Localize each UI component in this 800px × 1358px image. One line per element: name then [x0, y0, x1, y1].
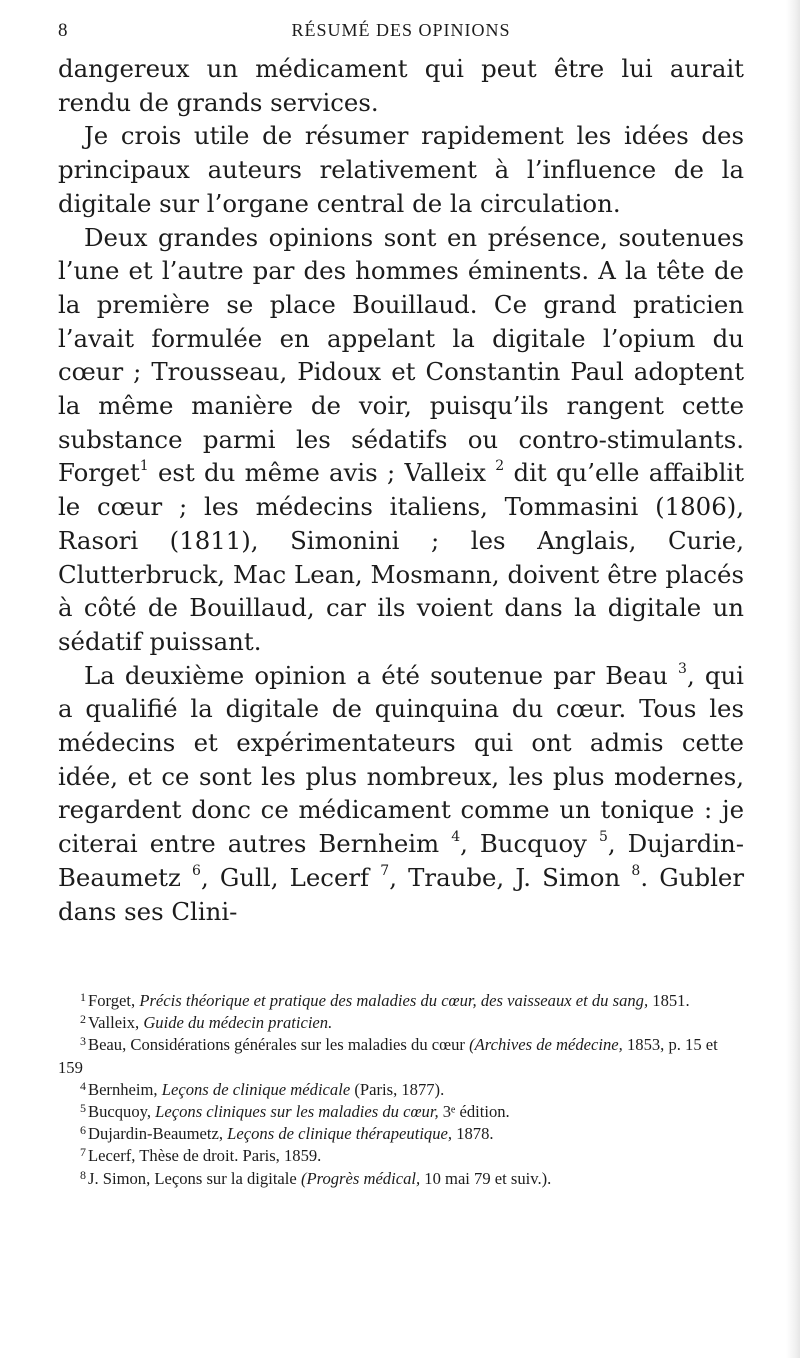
footnote [58, 1168, 744, 1190]
body-text [58, 52, 744, 928]
footnote [58, 1101, 744, 1123]
paragraph-text: Deux grandes opinions sont en présence, soutenues l’une et l’autre par des hommes éminents. A la tête de la première se place Bouillaud. Ce grand praticien l’avait formulée en appelant la digitale l’opium du cœur ; Trousseau, Pidoux et Constantin Paul adoptent la même manière de voir, puisqu’ils rangent cette substance parmi les sédatifs ou contro-stimulants. Forget [58, 222, 744, 488]
footnote-work-title: (Progrès médical, [300, 1168, 421, 1188]
footnote-text: J. Simon, Leçons sur la digitale [88, 1168, 301, 1188]
page-header [56, 20, 746, 46]
footnote-text: 1851. [648, 991, 690, 1010]
footnote-work-title: Guide du médecin praticien. [143, 1013, 333, 1033]
paragraph-text: , qui a qualifié la digitale de quinquina du cœur. Tous les médecins et expérimentateurs qui ont admis cette idée, et ce sont les plus nombreux, les plus modernes, regardent donc ce médicament comme un tonique : je citerai entre autres Bernheim [58, 660, 744, 859]
footnote [58, 1079, 744, 1101]
footnote-number: 6 [80, 1123, 86, 1138]
footnote-work-title: Leçons de clinique médicale [161, 1079, 351, 1099]
paragraph-text: , Gull, Lecerf [200, 862, 381, 892]
footnote-number: 3 [80, 1034, 86, 1049]
footnote-ref: 8 [631, 862, 641, 879]
footnote-text: Dujardin-Beaumetz, [88, 1124, 228, 1144]
footnote-ref: 3 [678, 660, 687, 677]
paragraph [58, 52, 744, 119]
footnote-ref: 6 [192, 862, 201, 879]
footnote-number: 8 [80, 1167, 86, 1182]
footnote-ref: 4 [451, 829, 461, 846]
paragraph [58, 221, 744, 659]
paragraph-text: , Traube, J. Simon [389, 862, 632, 892]
footnote-number: 1 [80, 990, 86, 1004]
footnote-text: Lecerf, Thèse de droit. Paris, 1859. [88, 1146, 322, 1166]
footnote-work-title: Leçons cliniques sur les maladies du cœur, [155, 1102, 439, 1122]
paragraph-text: dangereux un médicament qui peut être lui aurait rendu de grands services. [58, 54, 744, 117]
footnote-number: 5 [80, 1101, 86, 1116]
page-edge-shadow [786, 0, 800, 1358]
footnote [58, 1034, 744, 1078]
footnote-work-title: Précis théorique et pratique des maladies du cœur, des vaisseaux et du sang, [139, 991, 649, 1010]
paragraph-text: dit qu’elle affaiblit le cœur ; les médecins italiens, Tommasini (1806), Rasori (1811), Simonini ; les Anglais, Curie, Clutterbruck, Mac Lean, Mosmann, doivent être placés à côté de Bouillaud, car ils voient dans la digitale un sédatif puissant. [58, 458, 744, 656]
footnote-text: Forget, [88, 991, 140, 1010]
footnote-ref: 7 [380, 862, 390, 879]
paragraph [58, 119, 744, 220]
footnote-text: 1853, p. 15 et 159 [58, 1035, 718, 1077]
footnote-text: Bucquoy, [88, 1102, 156, 1122]
footnote-work-title: Leçons de clinique thérapeutique, [227, 1124, 453, 1144]
footnote-work-title: (Archives de médecine, [469, 1035, 623, 1055]
footnote [58, 1012, 744, 1034]
footnote-text: (Paris, 1877). [350, 1079, 445, 1099]
footnote-text: Beau, Considérations générales sur les maladies du cœur [88, 1035, 470, 1055]
footnote [58, 1145, 744, 1167]
paragraph-text: , Dujardin-Beaumetz [58, 829, 744, 892]
footnote [58, 990, 744, 1012]
paragraph-text: . Gubler dans ses Clini- [58, 862, 744, 926]
paragraph-text: Je crois utile de résumer rapidement les idées des principaux auteurs relativement à l’influence de la digitale sur l’organe central de la circulation. [58, 121, 744, 218]
footnote-text: 3ᵉ édition. [438, 1102, 510, 1122]
page-number: 8 [58, 20, 68, 41]
footnote-number: 2 [80, 1012, 86, 1027]
paragraph [58, 659, 744, 929]
footnote-text: 10 mai 79 et suiv.). [420, 1168, 552, 1188]
footnote-ref: 5 [598, 829, 608, 846]
footnote-number: 7 [80, 1145, 86, 1160]
paragraph-text: est du même avis ; Valleix [148, 458, 496, 488]
running-title: RÉSUMÉ DES OPINIONS [291, 20, 511, 40]
footnote-text: Bernheim, [88, 1079, 162, 1099]
footnote [58, 1123, 744, 1145]
footnote-ref: 2 [495, 458, 505, 475]
footnote-text: Valleix, [88, 1013, 144, 1033]
paragraph-text: La deuxième opinion a été soutenue par Beau [84, 660, 679, 690]
footnotes [58, 990, 744, 1190]
footnote-text: 1878. [452, 1124, 494, 1144]
footnote-ref: 1 [139, 458, 149, 475]
paragraph-text: , Bucquoy [460, 829, 599, 859]
footnote-number: 4 [80, 1078, 86, 1093]
